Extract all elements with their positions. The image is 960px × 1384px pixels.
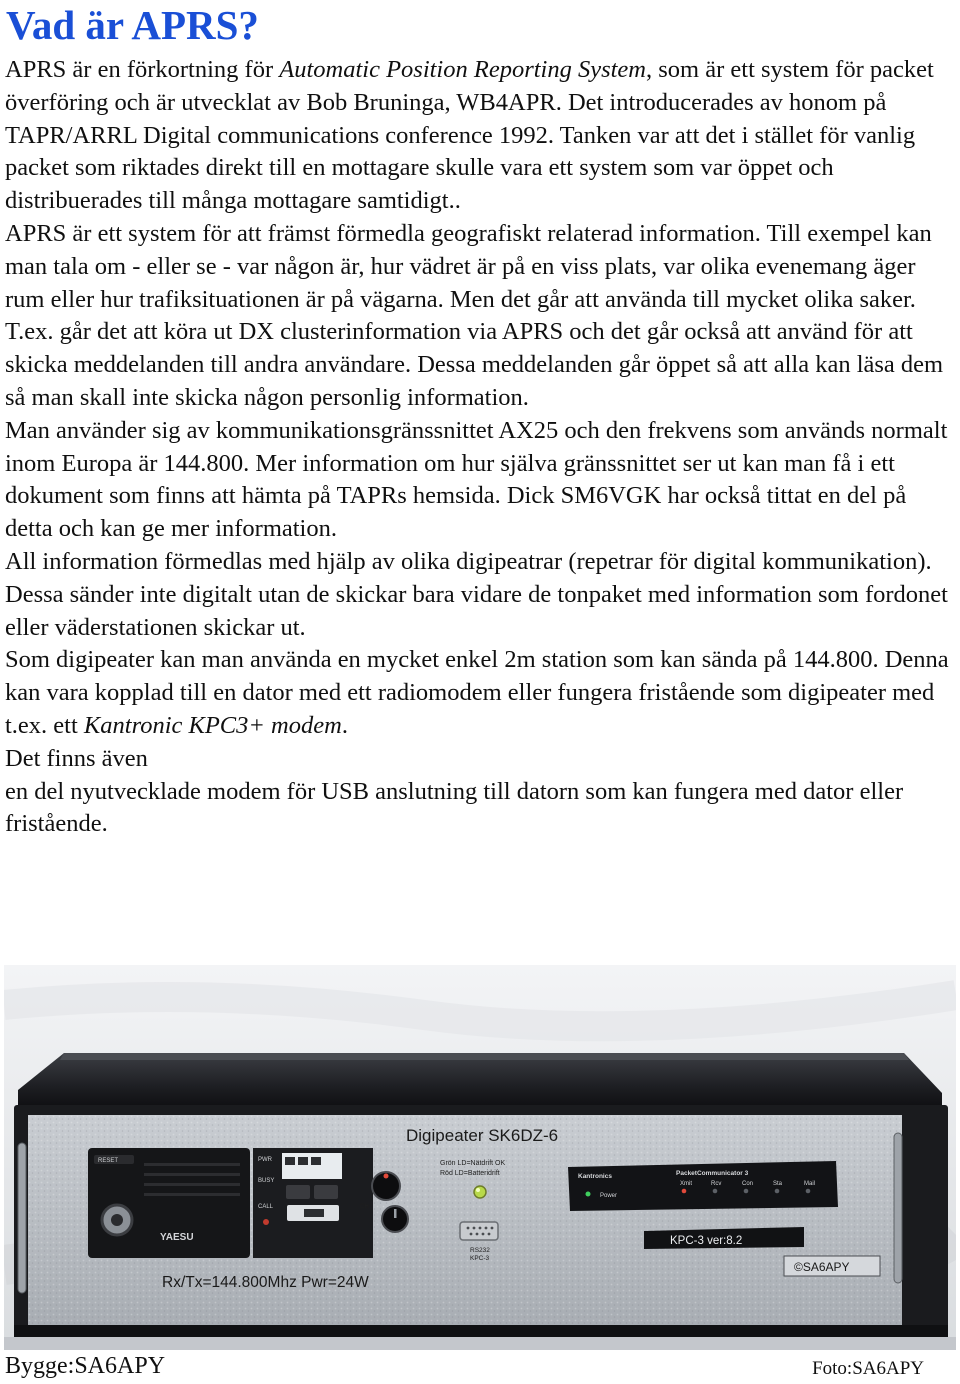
kpc3-led-label-rcv: Rcv <box>711 1181 722 1187</box>
kpc3-modem-front <box>568 1161 838 1211</box>
kpc3-modem-italic: Kantronic KPC3+ modem <box>83 711 342 739</box>
radio-reset-label: RESET <box>98 1158 119 1164</box>
photographer-credit: Foto:SA6APY <box>812 1358 924 1379</box>
kpc3-led-sta <box>775 1189 780 1194</box>
digipeater-illustration <box>4 965 956 1350</box>
kpc3-port-label: KPC-3 <box>470 1255 490 1262</box>
kpc3-version-label: KPC-3 ver:8.2 <box>670 1235 743 1247</box>
page-title: Vad är APRS? <box>6 2 259 48</box>
radio-pwr-label: PWR <box>258 1157 272 1163</box>
kpc3-brand: Kantronics <box>578 1173 612 1180</box>
radio-display <box>282 1153 342 1179</box>
radio-call-label: CALL <box>258 1204 274 1210</box>
kpc3-led-label-xmit: Xmit <box>680 1181 692 1187</box>
yaesu-logo: YAESU <box>160 1232 194 1243</box>
paragraph-intro <box>5 54 950 218</box>
kpc3-led-con <box>744 1189 749 1194</box>
kpc3-led-label-con: Con <box>742 1181 754 1187</box>
paragraph-digipeaters: All information förmedlas med hjälp av olika digipeatrar (repetrar för digital kommunikation). Dessa sänder inte digitalt utan de skickar bara vidare de tonpaket med information som fordonet eller väderstationen skickar ut. <box>5 547 948 641</box>
paragraph-purpose: APRS är ett system för att främst förmedla geografiskt relaterad information. Till exempel kan man tala om - eller se - var någon är, hur vädret är på en viss plats, var olika evenemang äger rum eller hur trafiksituationen är på vägarna. Men det går att använda till mycket olika saker. T.ex. går det att köra ut DX clusterinformation via APRS och det går också att använd för att skicka meddelanden till andra användare. Dessa meddelanden går öppet så att alla kan läsa dem så man skall inte skicka någon personlig information. <box>5 219 944 411</box>
paragraph-intro-part-2: , som är ett system för packet överföring och är utvecklat av Bob Bruninga, WB4APR. Det introducerades av honom på TAPR/ARRL Digital communications conference 1992. Tanken var att det i stället för vanlig packet som riktades direkt till en mottagare skulle vara ett system som var öppet och distribuerades till många mottagare samtidigt.. <box>5 56 934 215</box>
right-handle <box>894 1133 902 1283</box>
kpc3-power-led <box>586 1192 591 1197</box>
paragraph-usb-modems: en del nyutvecklade modem för USB anslutning till datorn som kan fungera med dator eller fristående. <box>5 777 904 838</box>
kpc3-led-xmit <box>682 1189 687 1194</box>
table-surface <box>4 1337 956 1350</box>
digipeater-photo <box>4 965 956 1350</box>
paragraph-station-part-1: Som digipeater kan man använda en mycket enkel 2m station som kan sända på 144.800. Denna kan vara kopplad till en dator med ett radiomodem eller fungera fristående som digipeater med t.ex. ett <box>5 646 949 739</box>
paragraph-also: Det finns även <box>5 744 148 772</box>
kpc3-led-mail <box>806 1189 811 1194</box>
kpc3-model: PacketCommunicator 3 <box>676 1170 749 1177</box>
paragraph-intro-part-1: APRS är en förkortning för <box>5 56 280 83</box>
cabinet-lid <box>18 1053 942 1110</box>
kpc3-led-rcv <box>713 1189 718 1194</box>
channel-label: CH <box>360 1204 369 1210</box>
builder-badge-label: ©SA6APY <box>794 1260 850 1274</box>
led-label-mains: Grön LD=Nätdrift OK <box>440 1160 506 1167</box>
kpc3-led-label-mail: Mail <box>804 1181 816 1187</box>
article-body <box>5 54 950 841</box>
rs232-port <box>460 1222 498 1240</box>
power-indicator-led <box>474 1186 486 1198</box>
radio-status-led <box>263 1219 269 1225</box>
kpc3-power-label: Power <box>600 1193 618 1199</box>
led-label-battery: Röd LD=Batteridrift <box>440 1170 500 1177</box>
paragraph-station-part-2: . <box>341 711 348 739</box>
paragraph-station <box>5 644 950 742</box>
panel-title-label: Digipeater SK6DZ-6 <box>406 1126 559 1145</box>
left-handle <box>18 1143 26 1293</box>
builder-credit: Bygge:SA6APY <box>5 1353 166 1379</box>
kpc3-led-label-sta: Sta <box>773 1181 783 1187</box>
paragraph-ax25: Man använder sig av kommunikationsgränssnittet AX25 och den frekvens som används normalt inom Europa är 144.800. Mer information om hur själva gränssnittet ser ut kan man få i ett dokument som finns att hämta på TAPRs hemsida. Dick SM6VGK har också tittat en del på detta och kan ge mer information. <box>5 416 948 543</box>
aprs-expansion-italic: Automatic Position Reporting System <box>279 56 647 83</box>
frequency-label: Rx/Tx=144.800Mhz Pwr=24W <box>162 1274 369 1291</box>
radio-busy-label: BUSY <box>258 1178 275 1184</box>
rs232-label: RS232 <box>470 1247 490 1254</box>
